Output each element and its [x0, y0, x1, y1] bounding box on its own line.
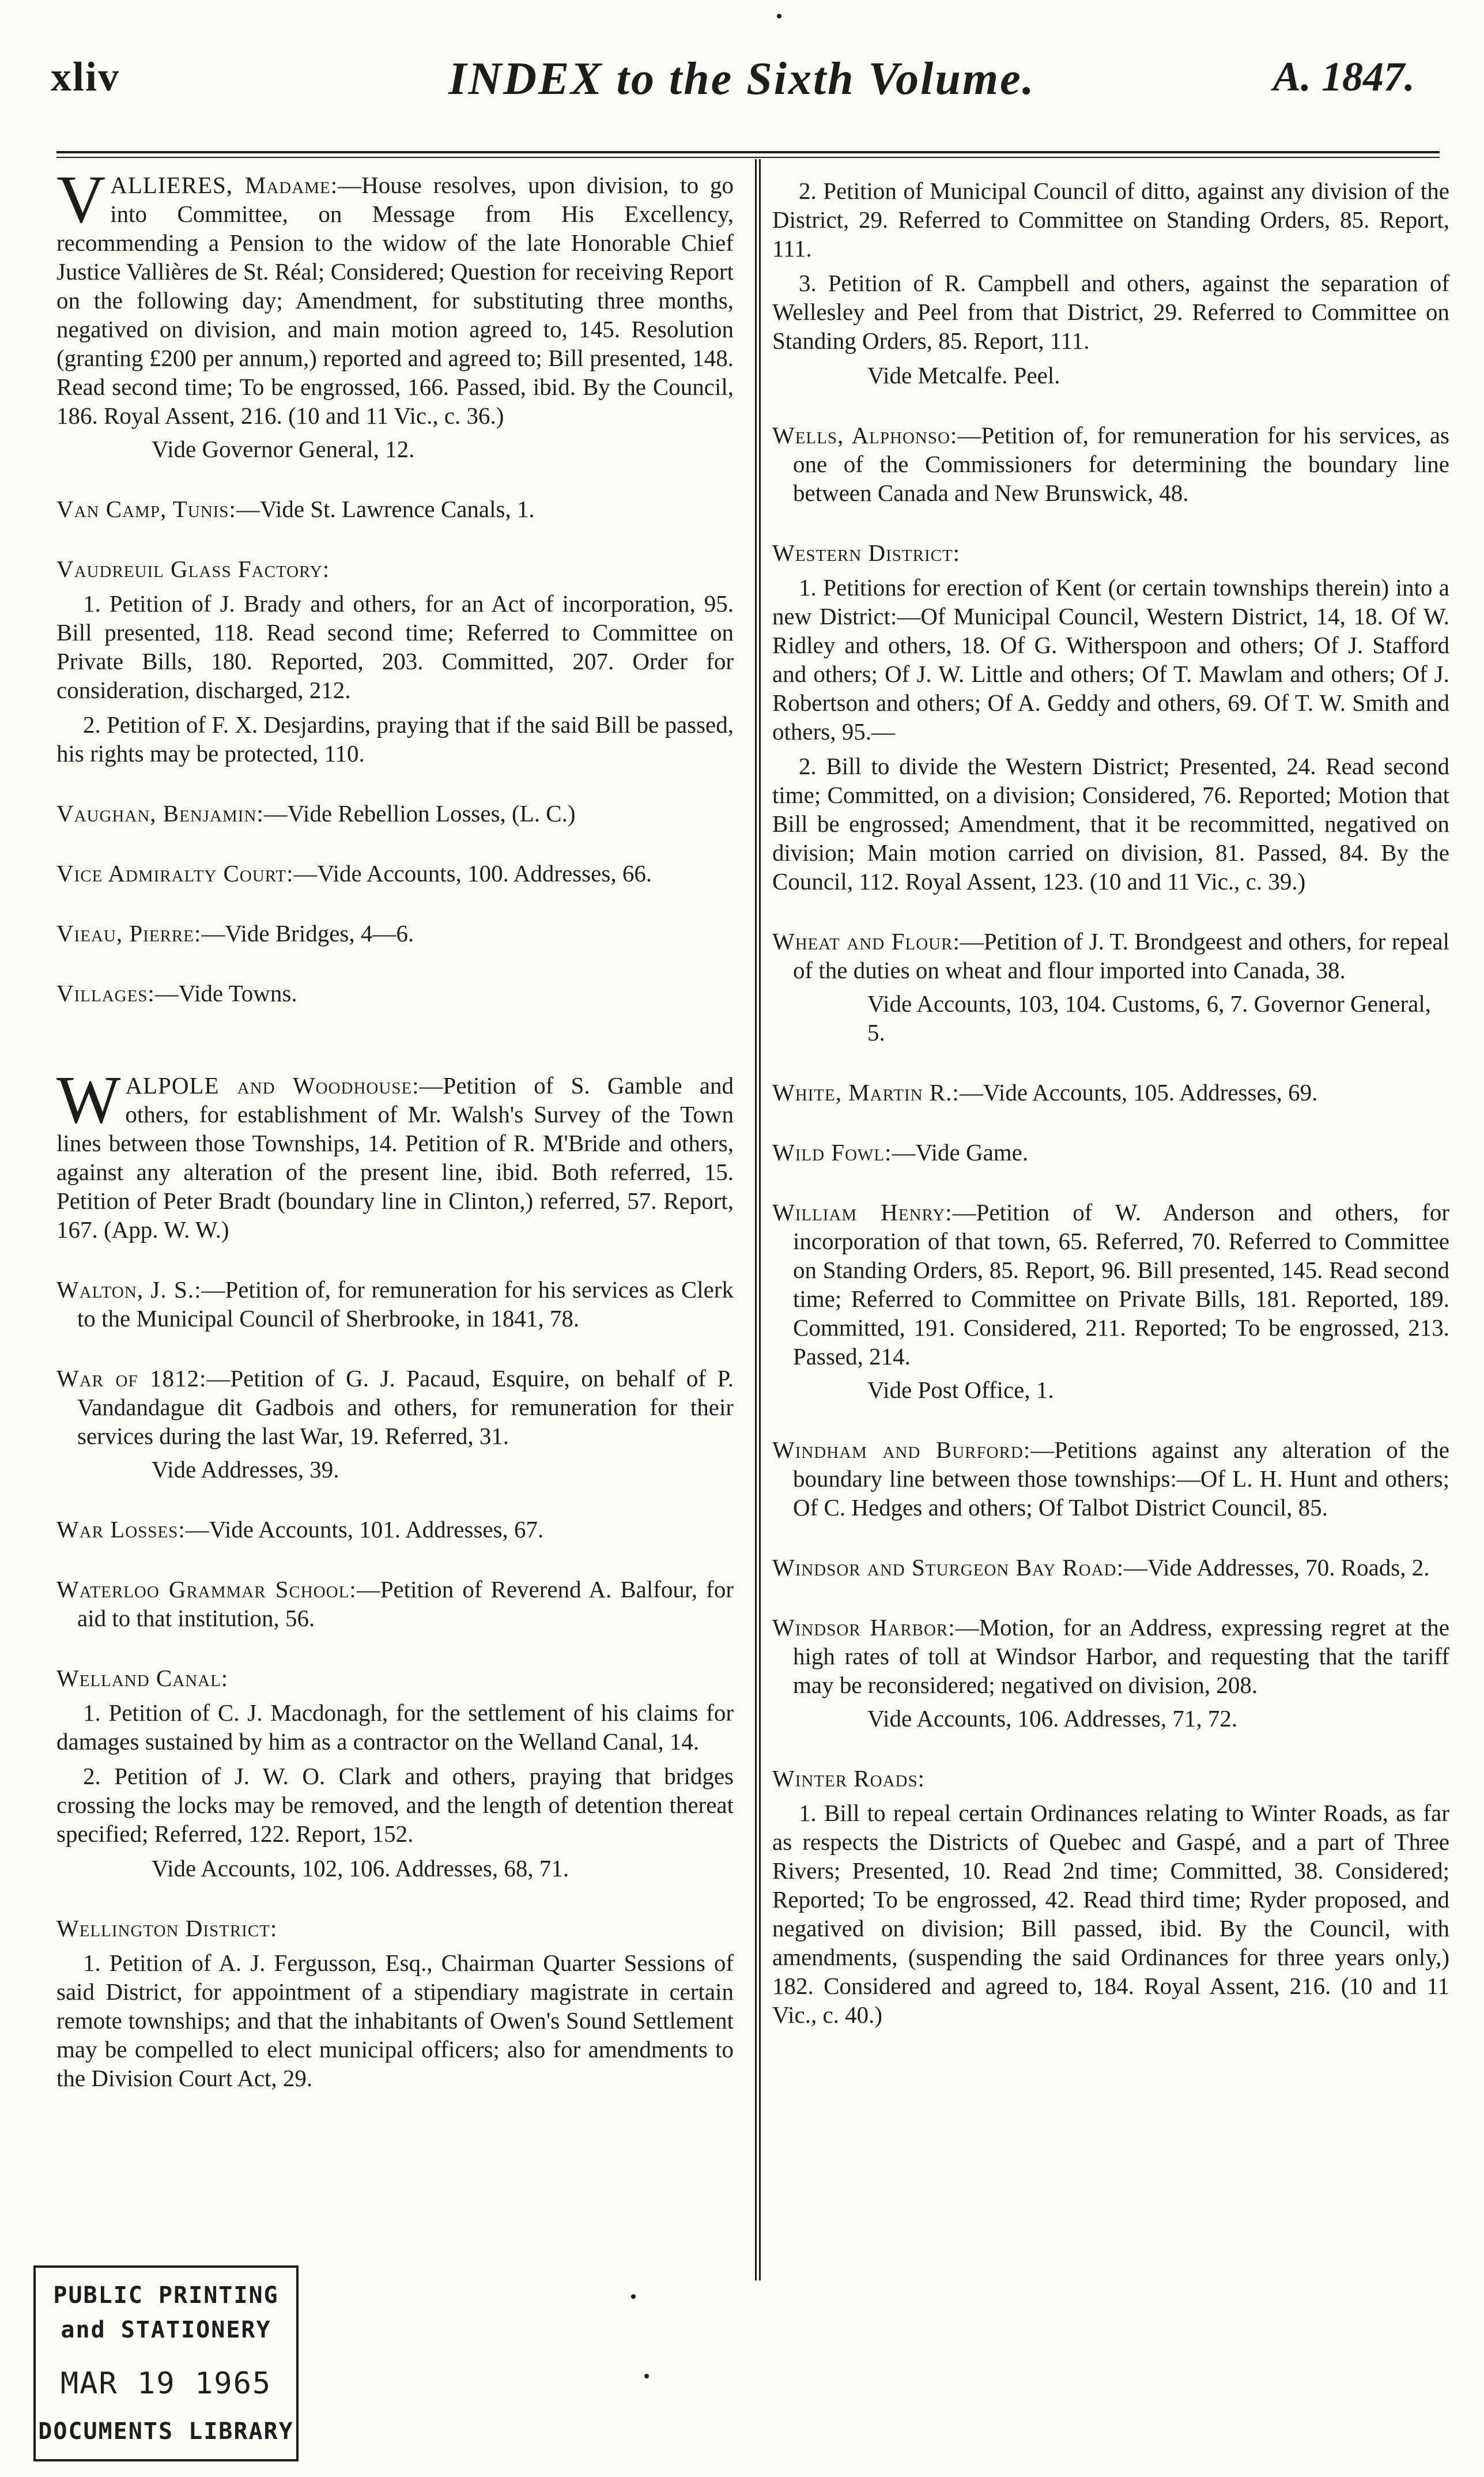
index-entry-windham	[772, 1435, 1449, 1522]
entry-heading: Winter Roads:	[772, 1765, 926, 1792]
index-entry-waterloo	[56, 1575, 734, 1633]
entry-heading: Waterloo Grammar School:	[56, 1576, 357, 1603]
cross-reference: Vide Metcalfe. Peel.	[867, 362, 1060, 389]
entry-heading: Vieau, Pierre:	[56, 920, 202, 947]
page-number: xliv	[51, 54, 120, 100]
index-entry-william-henry	[772, 1198, 1449, 1404]
entry-heading: Vice Admiralty Court:	[56, 860, 294, 887]
index-entry-van-camp	[56, 495, 734, 523]
entry-heading: Vaudreuil Glass Factory:	[56, 556, 330, 582]
entry-text: —Petition of J. T. Brondgeest and others, for repeal of the duties on wheat and flour imported into Canada, 38.	[793, 928, 1449, 983]
cross-reference: Vide Accounts, 103, 104. Customs, 6, 7. Governor General, 5.	[867, 990, 1431, 1046]
index-entry-vaudreuil	[56, 555, 734, 768]
year-label: A. 1847.	[1272, 54, 1415, 100]
entry-item: 1. Petitions for erection of Kent (or certain townships therein) into a new District:—Of Municipal Council, Western District, 14, 18. Of W. Ridley and others, 18. Of G. Witherspoon and others; Of J. Stafford and others; Of J. W. Little and others; Of T. Mawlam and others; Of J. Robertson and others; Of A. Geddy and others, 69. Of T. W. Smith and others, 95.—	[772, 574, 1449, 745]
entry-item: 2. Petition of F. X. Desjardins, praying that if the said Bill be passed, his rights may be protected, 110.	[56, 711, 734, 767]
column-divider	[755, 159, 761, 2280]
entry-heading: Wells, Alphonso:	[772, 422, 958, 448]
index-entry-white	[772, 1078, 1449, 1107]
index-entry-windsor-road	[772, 1553, 1449, 1582]
drop-cap: V	[56, 161, 106, 237]
index-entry-vice-admiralty	[56, 859, 734, 888]
stamp-line: and STATIONERY	[61, 2317, 271, 2343]
entry-text: —Petition of G. J. Pacaud, Esquire, on behalf of P. Vandandague dit Gadbois and others, for remuneration for their services during the last War, 19. Referred, 31.	[77, 1365, 734, 1449]
entry-text: —Vide Rebellion Losses, (L. C.)	[263, 800, 576, 827]
index-entry-villages	[56, 979, 734, 1008]
header-rule-thin	[56, 157, 1440, 158]
entry-heading: Wellington District:	[56, 1915, 278, 1941]
entry-heading: Van Camp, Tunis:	[56, 496, 236, 522]
index-entry-wheat	[772, 927, 1449, 1047]
entry-heading: Windsor Harbor:	[772, 1614, 956, 1641]
running-title: INDEX to the Sixth Volume.	[448, 54, 1036, 104]
speck	[644, 2374, 649, 2378]
entry-text: —House resolves, upon division, to go into Committee, on Message from His Excellency, recommending a Pension to the widow of the late Honorable Chief Justice Vallières de St. Réal; Considered; Question for receiving Report on the following day; Amendment, for substituting three months, negatived on division, and main motion agreed to, 145. Resolution (granting £200 per annum,) reported and agreed to; Bill presented, 148. Read second time; To be engrossed, 166. Passed, ibid. By the Council, 186. Royal Assent, 216. (10 and 11 Vic., c. 36.)	[56, 172, 734, 429]
speck	[777, 14, 781, 18]
entry-heading: Windham and Burford:	[772, 1437, 1031, 1463]
entry-text: —Vide Accounts, 101. Addresses, 67.	[185, 1516, 544, 1543]
entry-heading: War Losses:	[56, 1516, 186, 1543]
entry-heading: Western District:	[772, 540, 961, 566]
stamp-line: PUBLIC PRINTING	[53, 2282, 279, 2309]
entry-text: —Vide Accounts, 105. Addresses, 69.	[959, 1079, 1318, 1106]
entry-item: 1. Petition of J. Brady and others, for an Act of incorporation, 95. Bill presented, 118. Read second time; Referred to Committee on Private Bills, 180. Reported, 203. Committed, 207. Order for consideration, discharged, 212.	[56, 590, 734, 703]
entry-heading: ALPOLE and Woodhouse:	[125, 1072, 420, 1099]
index-entry-vallieres	[56, 161, 734, 463]
cross-reference: Vide Accounts, 106. Addresses, 71, 72.	[867, 1705, 1238, 1732]
index-entry-vieau	[56, 919, 734, 948]
entry-text: —Petition of Reverend A. Balfour, for aid to that institution, 56.	[77, 1576, 734, 1631]
speck	[631, 2294, 636, 2299]
entry-item: 1. Petition of C. J. Macdonagh, for the settlement of his claims for damages sustained by him as a contractor on the Welland Canal, 14.	[56, 1699, 734, 1755]
index-entry-war-1812	[56, 1364, 734, 1484]
entry-heading: War of 1812:	[56, 1365, 207, 1392]
index-entry-walton	[56, 1275, 734, 1333]
index-entry-wild-fowl	[772, 1138, 1449, 1167]
cross-reference: Vide Accounts, 102, 106. Addresses, 68, 71.	[152, 1855, 569, 1882]
entry-text: —Motion, for an Address, expressing regret at the high rates of toll at Windsor Harbor, and requesting that the tariff may be reconsidered; negatived on division, 208.	[793, 1614, 1449, 1698]
entry-heading: Wheat and Flour:	[772, 928, 960, 955]
entry-text: —Petition of, for remuneration for his services as Clerk to the Municipal Council of Sherbrooke, in 1841, 78.	[77, 1276, 734, 1332]
index-entry-western-district	[772, 538, 1449, 896]
index-entry-windsor-harbor	[772, 1613, 1449, 1733]
stamp-date: MAR 19 1965	[60, 2366, 272, 2401]
entry-heading: Walton, J. S.:	[56, 1276, 202, 1303]
entry-text: —Vide Towns.	[154, 980, 297, 1006]
entry-text: —Vide St. Lawrence Canals, 1.	[236, 496, 535, 522]
entry-heading: Wild Fowl:	[772, 1139, 892, 1166]
entry-heading: William Henry:	[772, 1199, 953, 1226]
cross-reference: Vide Addresses, 39.	[152, 1456, 339, 1483]
entry-item: 3. Petition of R. Campbell and others, against the separation of Wellesley and Peel from that District, 29. Referred to Committee on Standing Orders, 85. Report, 111.	[772, 270, 1449, 354]
entry-heading: Windsor and Sturgeon Bay Road:	[772, 1554, 1124, 1581]
stamp-line: DOCUMENTS LIBRARY	[38, 2418, 294, 2445]
entry-heading: Welland Canal:	[56, 1665, 229, 1691]
entry-item: 2. Petition of J. W. O. Clark and others, praying that bridges crossing the locks may be removed, and the length of detention thereat specified; Referred, 122. Report, 152.	[56, 1763, 734, 1847]
entry-item: 2. Petition of Municipal Council of ditto, against any division of the District, 29. Referred to Committee on Standing Orders, 85. Report, 111.	[772, 178, 1449, 262]
entry-text: —Vide Game.	[892, 1139, 1029, 1166]
entry-text: —Petition of S. Gamble and others, for establishment of Mr. Walsh's Survey of the Town lines between those Townships, 14. Petition of R. M'Bride and others, against any alteration of the present line, ibid. Both referred, 15. Petition of Peter Bradt (boundary line in Clinton,) referred, 57. Report, 167. (App. W. W.)	[56, 1072, 734, 1243]
header-rule	[56, 151, 1440, 153]
entry-text: —Petition of W. Anderson and others, for incorporation of that town, 65. Referred, 70. Referred to Committee on Standing Orders, 85. Report, 96. Bill presented, 145. Read second time; Referred to Committee on Private Bills, 181. Reported, 189. Committed, 191. Considered, 211. Reported; To be engrossed, 213. Passed, 214.	[793, 1199, 1449, 1370]
index-entry-wellington	[56, 1914, 734, 2093]
index-entry-winter-roads	[772, 1764, 1449, 2029]
index-entry-vaughan	[56, 799, 734, 828]
index-entry-war-losses	[56, 1515, 734, 1544]
index-entry-welland	[56, 1664, 734, 1883]
entry-text: —Vide Accounts, 100. Addresses, 66.	[293, 860, 652, 887]
drop-cap: W	[56, 1062, 121, 1137]
cross-reference: Vide Governor General, 12.	[152, 436, 415, 462]
page-header	[0, 53, 1484, 122]
entry-text: —Petitions against any alteration of the boundary line between those townships:—Of L. H. Hunt and others; Of C. Hedges and others; Of Talbot District Council, 85.	[793, 1437, 1450, 1521]
entry-item: 2. Bill to divide the Western District; Presented, 24. Read second time; Committed, on a division; Considered, 76. Reported; Motion that Bill be engrossed; Amendment, that it be recommitted, negatived on division; Main motion carried on division, 81. Passed, 84. By the Council, 112. Royal Assent, 123. (10 and 11 Vic., c. 39.)	[772, 753, 1449, 895]
entry-text: —Petition of, for remuneration for his services, as one of the Commissioners for determining the boundary line between Canada and New Brunswick, 48.	[793, 422, 1450, 506]
entry-heading: White, Martin R.:	[772, 1079, 960, 1106]
entry-item: 1. Bill to repeal certain Ordinances relating to Winter Roads, as far as respects the Districts of Quebec and Gaspé, and a part of Three Rivers; Presented, 10. Read 2nd time; Committed, 38. Considered; Reported; To be engrossed, 42. Read third time; Ryder proposed, and negatived on division; Bill passed, ibid. By the Council, with amendments, (suspending the said Ordinances for three years only,) 182. Considered and agreed to, 184. Royal Assent, 216. (10 and 11 Vic., c. 40.)	[772, 1800, 1449, 2028]
library-stamp	[33, 2265, 299, 2461]
entry-heading: ALLIERES, Madame:	[110, 172, 338, 198]
index-entry-wells	[772, 421, 1449, 507]
left-column	[56, 161, 734, 2124]
index-entry-walpole	[56, 1062, 734, 1244]
entry-heading: Vaughan, Benjamin:	[56, 800, 264, 827]
right-column	[772, 171, 1449, 2060]
entry-heading: Villages:	[56, 980, 155, 1006]
entry-text: —Vide Addresses, 70. Roads, 2.	[1123, 1554, 1430, 1581]
index-entry-wellington-continued	[772, 176, 1449, 390]
entry-text: —Vide Bridges, 4—6.	[201, 920, 414, 947]
entry-item: 1. Petition of A. J. Fergusson, Esq., Chairman Quarter Sessions of said District, for appointment of a stipendiary magistrate in certain remote townships; and that the inhabitants of Owen's Sound Settlement may be compelled to elect municipal officers; also for amendments to the Division Court Act, 29.	[56, 1950, 734, 2091]
cross-reference: Vide Post Office, 1.	[867, 1377, 1054, 1403]
